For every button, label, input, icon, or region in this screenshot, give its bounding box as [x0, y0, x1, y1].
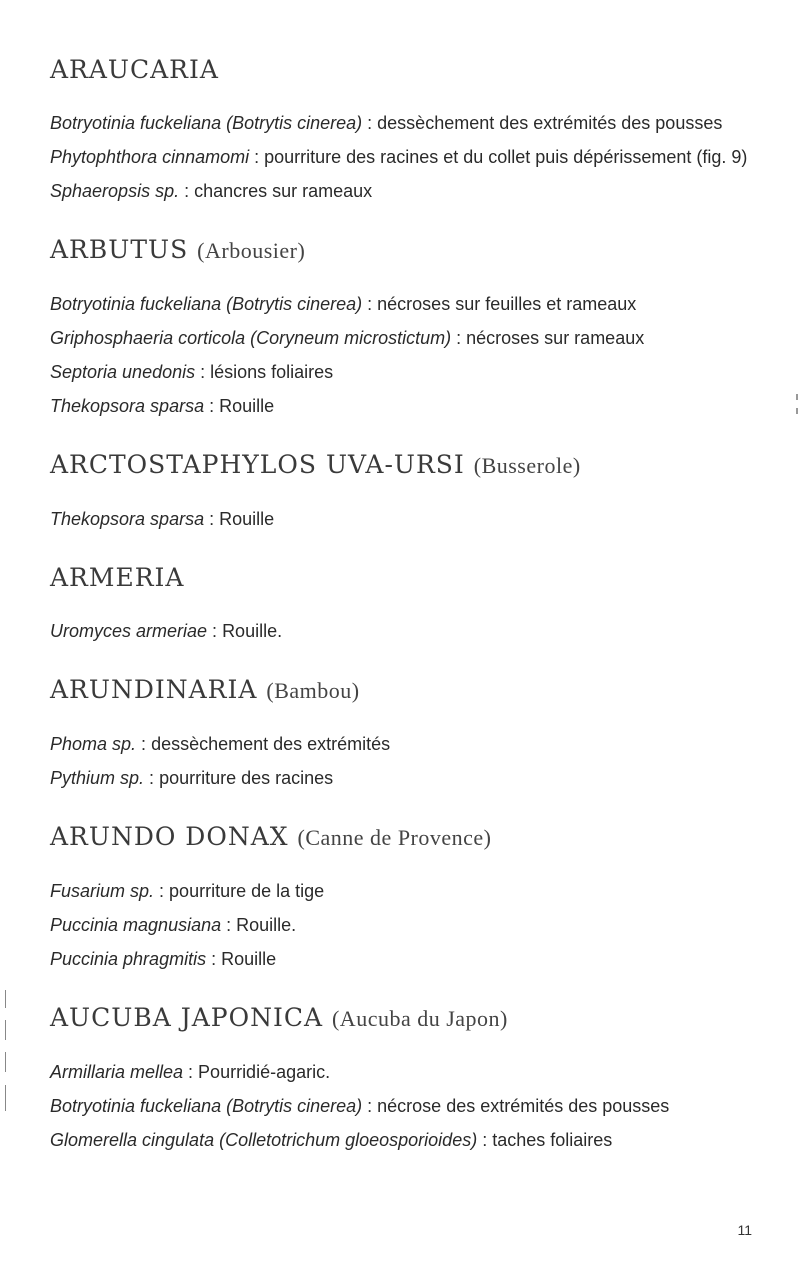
- pathogen-name: Phytophthora cinnamomi: [50, 147, 250, 167]
- genus-title: ARUNDINARIA: [50, 675, 258, 704]
- section-arundinaria: [50, 672, 750, 791]
- scan-margin-mark: [5, 1085, 6, 1111]
- pathogen-entry: [50, 144, 750, 170]
- pathogen-name: Uromyces armeriae: [50, 621, 208, 641]
- section-aucuba-japonica: [50, 1000, 750, 1153]
- pathogen-entry: [50, 946, 750, 972]
- pathogen-entry: [50, 506, 750, 532]
- genus-title: ARAUCARIA: [50, 55, 219, 84]
- separator: :: [362, 1096, 378, 1116]
- symptom-description: dessèchement des extrémités des pousses: [377, 113, 723, 133]
- pathogen-entry: [50, 325, 750, 351]
- section-heading: [50, 560, 750, 596]
- pathogen-name: Septoria unedonis: [50, 362, 196, 382]
- pathogen-name: Puccinia magnusiana: [50, 915, 222, 935]
- section-arctostaphylos: [50, 447, 750, 532]
- common-name: (Busserole): [473, 453, 581, 478]
- symptom-description: Rouille: [221, 949, 277, 969]
- symptom-description: Rouille: [219, 396, 275, 416]
- symptom-description: Rouille: [219, 509, 275, 529]
- section-armeria: [50, 560, 750, 644]
- pathogen-entry: [50, 110, 750, 136]
- section-arundo-donax: [50, 819, 750, 972]
- symptom-description: dessèchement des extrémités: [151, 734, 391, 754]
- scan-margin-mark: [5, 1052, 6, 1072]
- pathogen-name: Botryotinia fuckeliana (Botrytis cinerea): [50, 113, 363, 133]
- separator: :: [136, 734, 152, 754]
- section-arbutus: [50, 232, 750, 419]
- pathogen-name: Botryotinia fuckeliana (Botrytis cinerea): [50, 1096, 363, 1116]
- symptom-description: nécroses sur rameaux: [466, 328, 645, 348]
- scan-margin-mark: [5, 1020, 6, 1040]
- separator: :: [154, 881, 170, 901]
- pathogen-entry: [50, 1059, 750, 1085]
- separator: :: [451, 328, 467, 348]
- pathogen-entry: [50, 912, 750, 938]
- pathogen-name: Armillaria mellea: [50, 1062, 184, 1082]
- separator: :: [183, 1062, 199, 1082]
- common-name: (Arbousier): [197, 238, 306, 263]
- section-heading: [50, 672, 750, 709]
- separator: :: [477, 1130, 493, 1150]
- pathogen-entry: [50, 1093, 750, 1119]
- symptom-description: nécrose des extrémités des pousses: [377, 1096, 670, 1116]
- pathogen-name: Botryotinia fuckeliana (Botrytis cinerea): [50, 294, 363, 314]
- pathogen-name: Phoma sp.: [50, 734, 137, 754]
- symptom-description: pourriture des racines: [159, 768, 334, 788]
- pathogen-entry: [50, 393, 750, 419]
- genus-title: AUCUBA JAPONICA: [50, 1003, 324, 1032]
- pathogen-entry: [50, 291, 750, 317]
- pathogen-name: Griphosphaeria corticola (Coryneum microstictum): [50, 328, 452, 348]
- pathogen-entry: [50, 765, 750, 791]
- symptom-description: Rouille.: [222, 621, 283, 641]
- pathogen-name: Pythium sp.: [50, 768, 145, 788]
- pathogen-entry: [50, 1127, 750, 1153]
- pathogen-name: Thekopsora sparsa: [50, 396, 205, 416]
- separator: :: [249, 147, 265, 167]
- pathogen-name: Thekopsora sparsa: [50, 509, 205, 529]
- scan-dot-mark: [796, 394, 798, 400]
- pathogen-entry: [50, 731, 750, 757]
- common-name: (Bambou): [266, 678, 360, 703]
- symptom-description: taches foliaires: [492, 1130, 613, 1150]
- section-heading: [50, 819, 750, 856]
- scan-margin-mark: [5, 990, 6, 1008]
- section-heading: [50, 232, 750, 269]
- common-name: (Aucuba du Japon): [331, 1006, 508, 1031]
- separator: :: [195, 362, 211, 382]
- separator: :: [207, 621, 223, 641]
- symptom-description: pourriture des racines et du collet puis dépérissement (fig. 9): [264, 147, 748, 167]
- common-name: (Canne de Provence): [297, 825, 492, 850]
- pathogen-name: Puccinia phragmitis: [50, 949, 207, 969]
- document-page: [50, 52, 750, 1161]
- genus-title: ARUNDO DONAX: [50, 822, 289, 851]
- separator: :: [204, 509, 220, 529]
- symptom-description: nécroses sur feuilles et rameaux: [377, 294, 637, 314]
- pathogen-entry: [50, 618, 750, 644]
- genus-title: ARBUTUS: [50, 235, 189, 264]
- symptom-description: Rouille.: [236, 915, 297, 935]
- separator: :: [206, 949, 222, 969]
- separator: :: [221, 915, 237, 935]
- separator: :: [179, 181, 195, 201]
- symptom-description: chancres sur rameaux: [194, 181, 373, 201]
- pathogen-name: Glomerella cingulata (Colletotrichum gloeosporioides): [50, 1130, 478, 1150]
- page-number: 11: [737, 1222, 752, 1238]
- scan-dot-mark: [796, 408, 798, 414]
- pathogen-name: Sphaeropsis sp.: [50, 181, 180, 201]
- pathogen-entry: [50, 178, 750, 204]
- separator: :: [144, 768, 160, 788]
- genus-title: ARMERIA: [50, 563, 185, 592]
- separator: :: [204, 396, 220, 416]
- pathogen-name: Fusarium sp.: [50, 881, 155, 901]
- separator: :: [362, 294, 378, 314]
- pathogen-entry: [50, 359, 750, 385]
- section-heading: [50, 52, 750, 88]
- symptom-description: lésions foliaires: [210, 362, 334, 382]
- section-heading: [50, 1000, 750, 1037]
- genus-title: ARCTOSTAPHYLOS UVA-URSI: [50, 450, 465, 479]
- pathogen-entry: [50, 878, 750, 904]
- symptom-description: pourriture de la tige: [169, 881, 325, 901]
- symptom-description: Pourridié-agaric.: [198, 1062, 331, 1082]
- section-araucaria: [50, 52, 750, 204]
- separator: :: [362, 113, 378, 133]
- section-heading: [50, 447, 750, 484]
